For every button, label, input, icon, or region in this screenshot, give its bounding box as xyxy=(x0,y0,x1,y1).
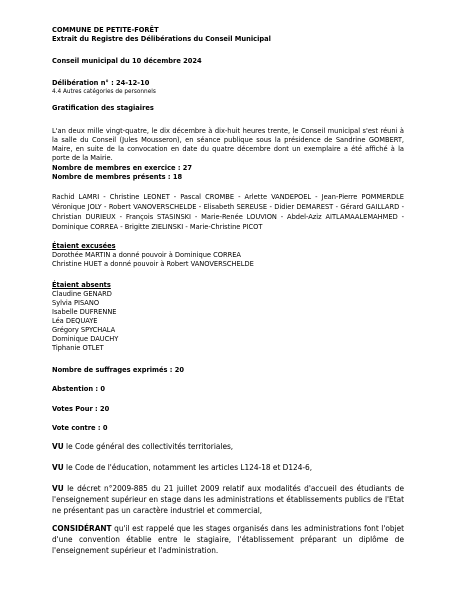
present-members-list: Rachid LAMRI - Christine LEONET - Pascal CROMBE - Arlette VANDEPOEL - Jean-Pierre POMMERDLE Véronique JOLY - Robert VANOVERSCHELDE - Elisabeth SEREUSE - Didier DEMAREST - Gérard GAILLARD - Christian DURIEUX - François STASINSKI - Marie-Renée LOUVION - Abdel-Aziz AITLAMAALEMAHMED - Dominique CORREA - Brigitte ZIELINSKI - Marie-Christine PICOT xyxy=(52,192,404,231)
visa-keyword: VU xyxy=(52,483,64,493)
conseil-date: Conseil municipal du 10 décembre 2024 xyxy=(52,56,202,65)
excused-title: Étaient excusées xyxy=(52,241,116,250)
absent-name: Dominique DAUCHY xyxy=(52,334,119,343)
deliberation-subject: Gratification des stagiaires xyxy=(52,103,154,112)
visa-paragraph xyxy=(52,441,402,452)
deliberation-category: 4.4 Autres catégories de personnels xyxy=(52,87,156,95)
votes-against-count: Vote contre : 0 xyxy=(52,423,108,432)
visa-keyword: VU xyxy=(52,441,64,451)
members-present: Nombre de membres présents : 18 xyxy=(52,172,183,181)
absent-name: Claudine GENARD xyxy=(52,289,112,298)
votes-expressed: Nombre de suffrages exprimés : 20 xyxy=(52,365,184,374)
considerant-paragraph xyxy=(52,523,404,556)
visa-text: le Code de l'éducation, notamment les articles L124-18 et D124-6, xyxy=(63,462,313,472)
deliberation-number: Délibération n° : 24-12-10 xyxy=(52,78,150,87)
registre-extrait: Extrait du Registre des Délibérations du Conseil Municipal xyxy=(52,34,271,43)
visa-text: le Code général des collectivités territoriales, xyxy=(63,441,234,451)
preamble-paragraph: L'an deux mille vingt-quatre, le dix décembre à dix-huit heures trente, le Conseil municipal s'est réuni à la salle du Conseil (Jules Mousseron), en séance publique sous la présidence de Sandrine GOMBERT, Maire, en suite de la convocation en date du quatre décembre dont un exemplaire a été affiché à la porte de la Mairie. xyxy=(52,126,404,162)
absent-name: Sylvia PISANO xyxy=(52,298,100,307)
absent-name: Grégory SPYCHALA xyxy=(52,325,116,334)
excused-line: Dorothée MARTIN a donné pouvoir à Dominique CORREA xyxy=(52,250,241,259)
visa-text: le décret n°2009-885 du 21 juillet 2009 relatif aux modalités d'accueil des étudiants de l'enseignement supérieur en stage dans les administrations et établissements publics de l'Etat ne présentant pas un caractère industriel et commercial, xyxy=(52,483,404,515)
members-in-office: Nombre de membres en exercice : 27 xyxy=(52,163,193,172)
absent-title: Étaient absents xyxy=(52,280,111,289)
visa-keyword: VU xyxy=(52,462,64,472)
absent-name: Tiphanie OTLET xyxy=(52,343,104,352)
absent-section xyxy=(52,280,402,352)
absent-name: Léa DEQUAYE xyxy=(52,316,98,325)
votes-for-count: Votes Pour : 20 xyxy=(52,404,110,413)
commune-name: COMMUNE DE PETITE-FORÊT xyxy=(52,25,159,34)
considerant-keyword: CONSIDÉRANT xyxy=(52,523,112,533)
excused-line: Christine HUET a donné pouvoir à Robert VANOVERSCHELDE xyxy=(52,259,254,268)
absent-name: Isabelle DUFRENNE xyxy=(52,307,117,316)
visa-paragraph xyxy=(52,483,404,516)
considerant-text: qu'il est rappelé que les stages organisés dans les administrations font l'objet d'une convention établie entre le stagiaire, l'établissement préparant un diplôme de l'enseignement supérieur et l'administration. xyxy=(52,523,404,555)
excused-section xyxy=(52,241,402,268)
visa-paragraph xyxy=(52,462,402,473)
abstention-count: Abstention : 0 xyxy=(52,384,105,393)
